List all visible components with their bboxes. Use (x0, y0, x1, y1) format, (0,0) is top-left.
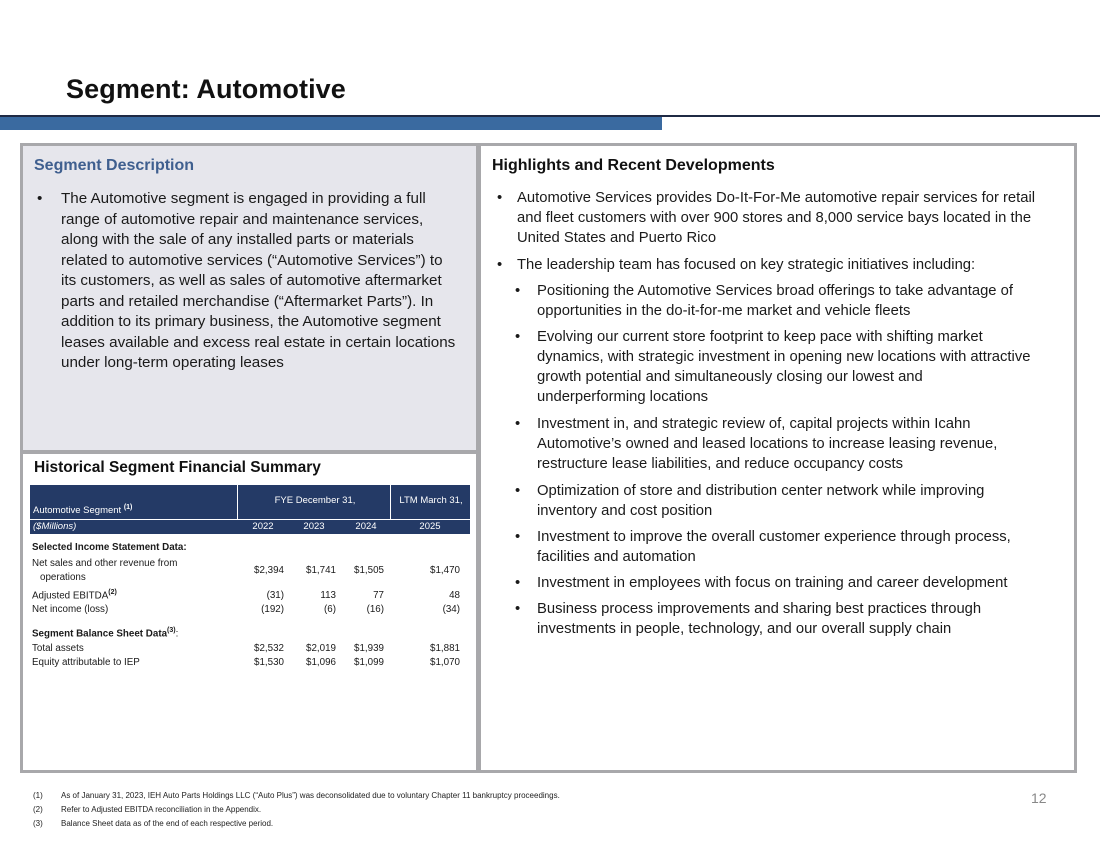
highlight-line: Business process improvements and sharing best practices through (537, 601, 982, 617)
highlight-line: opportunities in the do-it-for-me market and vehicle fleets (537, 303, 911, 319)
table-header-ltm: LTM March 31, (399, 495, 463, 506)
table-header (30, 485, 470, 519)
bullet-icon: • (515, 601, 521, 617)
table-cell: (31) (266, 590, 284, 601)
segment-description-line: its customers, as well as sales of automotive aftermarket (61, 272, 442, 289)
financial-summary-heading: Historical Segment Financial Summary (34, 459, 321, 476)
section-income-label: Selected Income Statement Data: (32, 542, 187, 553)
highlight-line: Automotive’s owned and leased locations to increase leasing revenue, (537, 436, 998, 452)
year-2024: 2024 (355, 521, 377, 532)
bullet-icon: • (37, 190, 43, 207)
highlight-line: Investment in, and strategic review of, capital projects within Icahn (537, 416, 971, 432)
highlight-line: dynamics, with strategic investment in opening new locations with attractive (537, 349, 1031, 365)
segment-description-line: related to automotive services (“Automotive Services”) to (61, 251, 443, 269)
bullet-icon: • (515, 575, 521, 591)
year-2023: 2023 (303, 521, 325, 532)
highlight-line: The leadership team has focused on key strategic initiatives including: (517, 257, 976, 273)
footnote-text: Balance Sheet data as of the end of each respective period. (61, 819, 274, 828)
table-cell: 113 (320, 590, 336, 601)
table-row-label: Net income (loss) (32, 604, 109, 615)
year-2025: 2025 (419, 521, 441, 532)
bullet-icon: • (515, 483, 521, 499)
footnote-number: (1) (33, 791, 43, 800)
table-cell: $1,070 (430, 657, 460, 668)
segment-description-bullet (37, 189, 467, 379)
table-row-label (32, 557, 177, 585)
bullet-icon: • (515, 416, 521, 432)
segment-description-line: parts and retailed merchandise (“Aftermarket Parts”). In (61, 292, 434, 310)
table-cell: 48 (449, 590, 460, 601)
table-cell: $2,019 (306, 643, 336, 654)
highlight-line: investments in people, technology, and our overall supply chain (537, 621, 952, 637)
highlight-line: Positioning the Automotive Services broad offerings to take advantage of (537, 283, 1013, 299)
segment-description-line: under long-term operating leases (61, 354, 284, 371)
row-label-line: Net sales and other revenue from (32, 558, 178, 569)
row-label-line: operations (40, 572, 86, 583)
table-cell: $1,505 (354, 565, 384, 576)
section-balance-text: Segment Balance Sheet Data (32, 628, 168, 640)
highlights-heading: Highlights and Recent Developments (492, 157, 775, 174)
highlight-line: Evolving our current store footprint to keep pace with shifting market (537, 329, 983, 345)
highlight-line: Investment in employees with focus on training and career development (537, 575, 1008, 591)
table-row-label: Equity attributable to IEP (32, 657, 140, 668)
table-cell: $2,532 (254, 643, 284, 654)
table-cell: (16) (366, 604, 384, 615)
table-row-label (32, 589, 117, 601)
panel-divider-vertical (476, 143, 481, 773)
table-cell: $1,096 (306, 657, 336, 668)
segment-label: Automotive Segment (33, 505, 122, 517)
row-label: Adjusted EBITDA (32, 590, 109, 602)
segment-description-line: along with the sale of any installed parts or materials (61, 231, 414, 248)
table-cell: $1,881 (430, 643, 460, 654)
table-cell: (6) (324, 604, 336, 615)
highlight-line: facilities and automation (537, 549, 696, 565)
table-header-fye: FYE December 31, (274, 495, 356, 506)
footnote-ref: (1) (123, 504, 133, 511)
highlight-line: and fleet customers with over 900 stores and 8,000 service bays located in the (517, 210, 1032, 226)
table-cell: $1,099 (354, 657, 384, 668)
segment-description-line: leases available and excess real estate in certain locations (61, 333, 456, 351)
footnote-text: As of January 31, 2023, IEH Auto Parts Holdings LLC (“Auto Plus”) was deconsolidated due to voluntary Chapter 11 bankruptcy proceedings. (61, 791, 560, 800)
table-cell: (192) (261, 604, 284, 615)
table-cell: 77 (373, 590, 384, 601)
highlight-line: restructure lease liabilities, and reduce occupancy costs (537, 456, 903, 472)
page-title: Segment: Automotive (66, 74, 346, 104)
highlight-line: inventory and cost position (537, 503, 713, 519)
footnote-number: (2) (33, 805, 43, 814)
table-subheader (30, 519, 470, 534)
highlight-line: Optimization of store and distribution center network while improving (537, 483, 985, 499)
segment-description-line: range of automotive repair and maintenance services, (61, 210, 424, 228)
footnote-ref: (3) (167, 627, 176, 634)
year-2022: 2022 (252, 521, 274, 532)
page-number: 12 (1031, 790, 1047, 806)
segment-description-line: The Automotive segment is engaged in providing a full (61, 190, 426, 207)
highlight-line: Automotive Services provides Do-It-For-Me automotive repair services for retail (517, 190, 1036, 206)
table-cell: (34) (442, 604, 460, 615)
segment-description-line: addition to its primary business, the Automotive segment (61, 313, 441, 330)
bullet-icon: • (497, 190, 503, 206)
section-balance-suffix: : (175, 628, 179, 640)
table-cell: $1,741 (306, 565, 336, 576)
section-balance-label (32, 627, 178, 639)
bullet-icon: • (497, 257, 503, 273)
highlight-line: United States and Puerto Rico (517, 230, 717, 246)
segment-description-heading: Segment Description (34, 157, 195, 174)
units-label: ($Millions) (33, 521, 77, 532)
table-cell: $1,939 (354, 643, 384, 654)
footnote-number: (3) (33, 819, 43, 828)
bullet-icon: • (515, 283, 521, 299)
title-rule-accent (0, 117, 662, 130)
highlight-line: growth potential and simultaneously closing our lowest and (537, 369, 923, 385)
table-row-label: Total assets (32, 643, 84, 654)
footnote-text: Refer to Adjusted EBITDA reconciliation in the Appendix. (61, 805, 262, 814)
highlight-line: Investment to improve the overall customer experience through process, (537, 529, 1011, 545)
table-cell: $1,530 (254, 657, 284, 668)
panel-divider-horizontal (20, 450, 480, 454)
table-cell: $2,394 (254, 565, 284, 576)
footnote-ref: (2) (108, 589, 117, 596)
bullet-icon: • (515, 329, 521, 345)
bullet-icon: • (515, 529, 521, 545)
table-header-segment (33, 504, 132, 516)
table-cell: $1,470 (430, 565, 460, 576)
highlight-line: underperforming locations (537, 389, 709, 405)
